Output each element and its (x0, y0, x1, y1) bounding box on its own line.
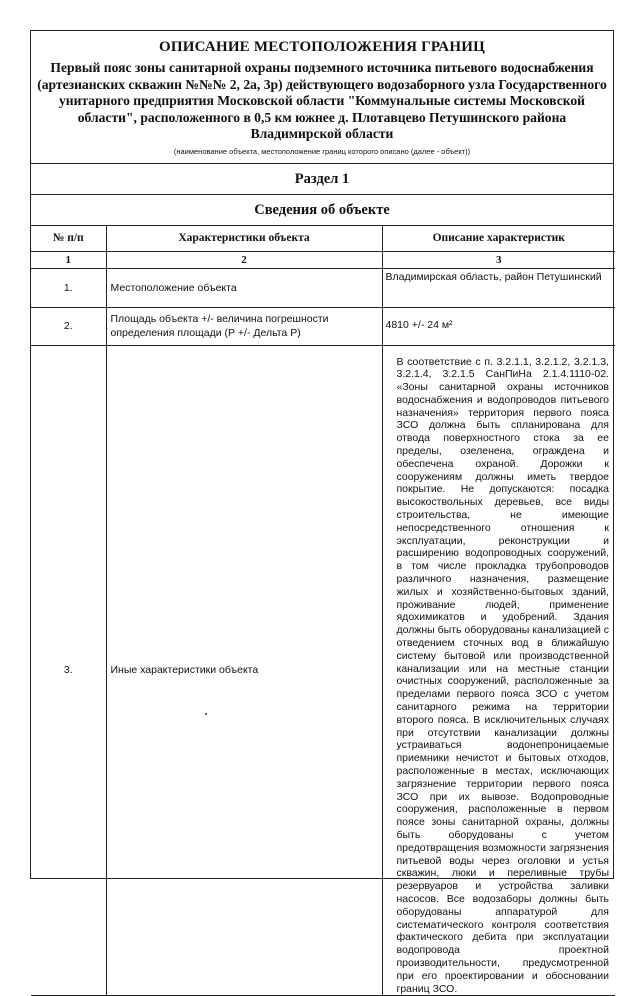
document-title: ОПИСАНИЕ МЕСТОПОЛОЖЕНИЯ ГРАНИЦ (159, 39, 485, 55)
object-table (31, 226, 615, 996)
row-description: 4810 +/- 24 м² (382, 307, 615, 345)
section-name: Сведения об объекте (31, 195, 613, 226)
table-row (31, 307, 615, 345)
table-row (31, 268, 615, 307)
table-header-row (31, 226, 615, 251)
row-description: В соответствие с п. 3.2.1.1, 3.2.1.2, 3.2.1.3, 3.2.1.4, 3.2.1.5 СанПиНа 2.1.4.1110-02. «Зоны санитарной охраны источников водоснабжения и водопроводов питьевого назначения» территория первого пояса ЗСО должна быть спланирована для отвода поверхностного стока за ее пределы, озеленена, ограждена и обеспечена охраной. Дорожки к сооружениям должны иметь твердое покрытие. Не допускаются: посадка высокоствольных деревьев, все виды строительства, не имеющие непосредственного отношения к эксплуатации, реконструкции и расширению водопроводных сооружений, в том числе прокладка трубопроводов различного назначения, размещение жилых и хозяйственно-бытовых зданий, проживание людей, применение ядохимикатов и удобрений. Здания должны быть оборудованы канализацией с отведением сточных вод в ближайшую систему бытовой или производственной канализации или на местные станции очистных сооружений, расположенные за пределами первого пояса ЗСО с учетом санитарного режима на территории второго пояса. В исключительных случаях при отсутствии канализации должны устраиваться водонепроницаемые приемники нечистот и бытовых отходов, расположенные в местах, исключающих загрязнение территории первого пояса ЗСО при их вывозе. Водопроводные сооружения, расположенные в первом поясе зоны санитарной охраны, должны быть оборудованы с учетом предотвращения возможности загрязнения питьевой воды через оголовки и устья скважин, люки и переливные трубы резервуаров и устройства заливки насосов. Все водозаборы должны быть оборудованы аппаратурой для систематического контроля соответствия фактического дебита при эксплуатации водопровода проектной производительности, предусмотренной при его проектировании и обосновании границ ЗСО. (382, 345, 615, 996)
column-number: 2 (106, 251, 382, 268)
section-label: Раздел 1 (31, 164, 613, 195)
header-number: № п/п (31, 226, 106, 251)
column-number-row (31, 251, 615, 268)
row-number: 2. (31, 307, 106, 345)
row-number: 1. (31, 268, 106, 307)
document-caption: (наименование объекта, местоположение границ которого описано (далее - объект)) (173, 146, 471, 156)
header-description: Описание характеристик (382, 226, 615, 251)
table-row (31, 345, 615, 996)
row-description: Владимирская область, район Петушинский (382, 268, 615, 307)
row-characteristic: Местоположение объекта (106, 268, 382, 307)
row-characteristic: Иные характеристики объекта (106, 345, 382, 996)
row-number: 3. (31, 345, 106, 996)
document-subtitle: Первый пояс зоны санитарной охраны подземного источника питьевого водоснабжения (артезианских скважин №№№ 2, 2а, 3р) действующего водозаборного узла Государственного унитарного предприятия Московской области "Коммунальные системы Московской области", расположенного в 0,5 км южнее д. Плотавцево Петушинского района Владимирской области (37, 60, 607, 141)
header-characteristic: Характеристики объекта (106, 226, 382, 251)
title-block (31, 31, 613, 164)
row-characteristic: Площадь объекта +/- величина погрешности определения площади (Р +/- Дельта Р) (106, 307, 382, 345)
scan-speck (205, 713, 207, 715)
column-number: 3 (382, 251, 615, 268)
document-sheet (30, 30, 614, 995)
column-number: 1 (31, 251, 106, 268)
